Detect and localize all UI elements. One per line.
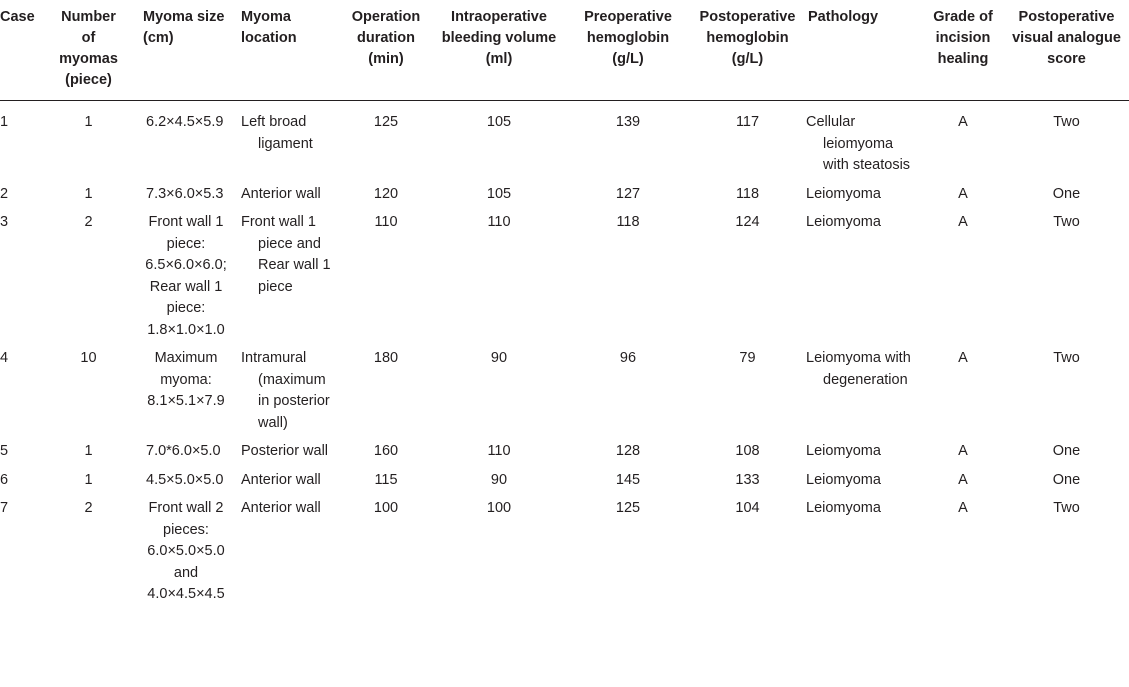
table-row xyxy=(0,184,1129,213)
cell-pathology: Leiomyoma with degeneration xyxy=(806,350,911,388)
cell-myoma-location: Anterior wall xyxy=(241,185,321,202)
table-row xyxy=(0,101,1129,184)
table-row xyxy=(0,498,1129,613)
cell-myoma-size: Maximum myoma: 8.1×5.1×7.9 xyxy=(147,350,225,409)
cell-case: 5 xyxy=(0,443,9,459)
cell-bleeding-volume: 105 xyxy=(486,114,512,130)
cell-myoma-location: Front wall 1 piece and Rear wall 1 piece xyxy=(241,214,331,295)
cell-preoperative-hemoglobin: 145 xyxy=(615,471,641,488)
header-myoma-size: Myoma size (cm) xyxy=(131,0,241,101)
cell-bleeding-volume: 100 xyxy=(486,500,512,516)
cell-grade: A xyxy=(958,114,968,130)
cell-pathology: Leiomyoma xyxy=(806,500,881,516)
cell-number-of-myomas: 2 xyxy=(84,500,93,516)
header-number-of-myomas: Number of myomas (piece) xyxy=(46,0,131,101)
cell-operation-duration: 180 xyxy=(373,350,399,366)
cell-myoma-size: Front wall 1 piece: 6.5×6.0×6.0; Rear wall 1 piece: 1.8×1.0×1.0 xyxy=(145,214,227,338)
cell-grade: A xyxy=(958,471,968,488)
cell-preoperative-hemoglobin: 118 xyxy=(616,214,640,230)
cell-operation-duration: 125 xyxy=(373,114,399,130)
cell-grade: A xyxy=(958,350,968,366)
cell-myoma-size: 4.5×5.0×5.0 xyxy=(146,471,224,488)
cell-operation-duration: 110 xyxy=(374,214,398,230)
cell-myoma-size: 7.3×6.0×5.3 xyxy=(146,185,224,202)
cell-myoma-size: Front wall 2 pieces: 6.0×5.0×5.0 and 4.0×4.5×4.5 xyxy=(147,500,225,602)
cell-visual-analogue-score: One xyxy=(1052,185,1081,202)
cell-myoma-size: 7.0*6.0×5.0 xyxy=(146,443,221,459)
cell-operation-duration: 100 xyxy=(373,500,399,516)
cell-myoma-location: Left broad ligament xyxy=(241,114,313,152)
cell-number-of-myomas: 10 xyxy=(80,350,97,366)
cell-case: 3 xyxy=(0,214,9,230)
cell-case: 4 xyxy=(0,350,9,366)
cell-visual-analogue-score: Two xyxy=(1053,500,1080,516)
cell-pathology: Cellular leiomyoma with steatosis xyxy=(806,114,911,173)
cell-number-of-myomas: 1 xyxy=(84,471,93,488)
table-row xyxy=(0,348,1129,441)
cell-grade: A xyxy=(958,185,968,202)
cell-myoma-size: 6.2×4.5×5.9 xyxy=(146,114,224,130)
cell-visual-analogue-score: Two xyxy=(1053,214,1080,230)
table-row xyxy=(0,470,1129,499)
cell-operation-duration: 115 xyxy=(374,471,398,488)
cell-pathology: Leiomyoma xyxy=(806,443,881,459)
cell-visual-analogue-score: One xyxy=(1052,471,1081,488)
cell-visual-analogue-score: Two xyxy=(1053,114,1080,130)
cell-visual-analogue-score: Two xyxy=(1053,350,1080,366)
cell-bleeding-volume: 90 xyxy=(490,350,508,366)
cell-pathology: Leiomyoma xyxy=(806,471,881,488)
cell-operation-duration: 160 xyxy=(373,443,399,459)
cell-myoma-location: Posterior wall xyxy=(241,443,329,459)
cell-number-of-myomas: 1 xyxy=(84,114,93,130)
cell-postoperative-hemoglobin: 118 xyxy=(735,185,760,202)
cell-bleeding-volume: 110 xyxy=(487,214,511,230)
header-preoperative-hemoglobin: Preoperative hemoglobin (g/L) xyxy=(567,0,689,101)
cell-grade: A xyxy=(958,214,968,230)
cell-postoperative-hemoglobin: 124 xyxy=(735,214,760,230)
cell-pathology: Leiomyoma xyxy=(806,185,881,202)
cell-number-of-myomas: 2 xyxy=(84,214,93,230)
cell-case: 7 xyxy=(0,500,9,516)
cell-preoperative-hemoglobin: 125 xyxy=(615,500,641,516)
cell-myoma-location: Anterior wall xyxy=(241,471,321,488)
cell-postoperative-hemoglobin: 79 xyxy=(739,350,756,366)
cell-case: 2 xyxy=(0,185,9,202)
cell-preoperative-hemoglobin: 128 xyxy=(615,443,641,459)
table-row xyxy=(0,441,1129,470)
cell-postoperative-hemoglobin: 117 xyxy=(735,114,760,130)
cell-grade: A xyxy=(958,500,968,516)
header-pathology: Pathology xyxy=(806,0,922,101)
cell-number-of-myomas: 1 xyxy=(84,443,93,459)
header-visual-analogue-score: Postoperative visual analogue score xyxy=(1004,0,1129,101)
cell-myoma-location: Intramural (maximum in posterior wall) xyxy=(241,350,330,431)
cell-myoma-location: Anterior wall xyxy=(241,500,321,516)
cell-bleeding-volume: 105 xyxy=(486,185,512,202)
header-case: Case xyxy=(0,0,46,101)
cell-case: 1 xyxy=(0,114,9,130)
cell-bleeding-volume: 90 xyxy=(490,471,508,488)
header-myoma-location: Myoma location xyxy=(241,0,341,101)
cell-postoperative-hemoglobin: 108 xyxy=(735,443,760,459)
cell-bleeding-volume: 110 xyxy=(487,443,511,459)
cell-preoperative-hemoglobin: 96 xyxy=(619,350,637,366)
cell-preoperative-hemoglobin: 127 xyxy=(615,185,641,202)
table-row xyxy=(0,212,1129,348)
cell-visual-analogue-score: One xyxy=(1052,443,1081,459)
header-operation-duration: Operation duration (min) xyxy=(341,0,431,101)
cell-case: 6 xyxy=(0,471,9,488)
header-intraoperative-bleeding: Intraoperative bleeding volume (ml) xyxy=(431,0,567,101)
cell-grade: A xyxy=(958,443,968,459)
cell-postoperative-hemoglobin: 104 xyxy=(735,500,760,516)
cell-operation-duration: 120 xyxy=(373,185,399,202)
header-row xyxy=(0,0,1129,101)
cell-number-of-myomas: 1 xyxy=(84,185,93,202)
cell-postoperative-hemoglobin: 133 xyxy=(735,471,760,488)
header-postoperative-hemoglobin: Postoperative hemoglobin (g/L) xyxy=(689,0,806,101)
cell-preoperative-hemoglobin: 139 xyxy=(615,114,641,130)
header-grade-of-incision-healing: Grade of incision healing xyxy=(922,0,1004,101)
cell-pathology: Leiomyoma xyxy=(806,214,881,230)
